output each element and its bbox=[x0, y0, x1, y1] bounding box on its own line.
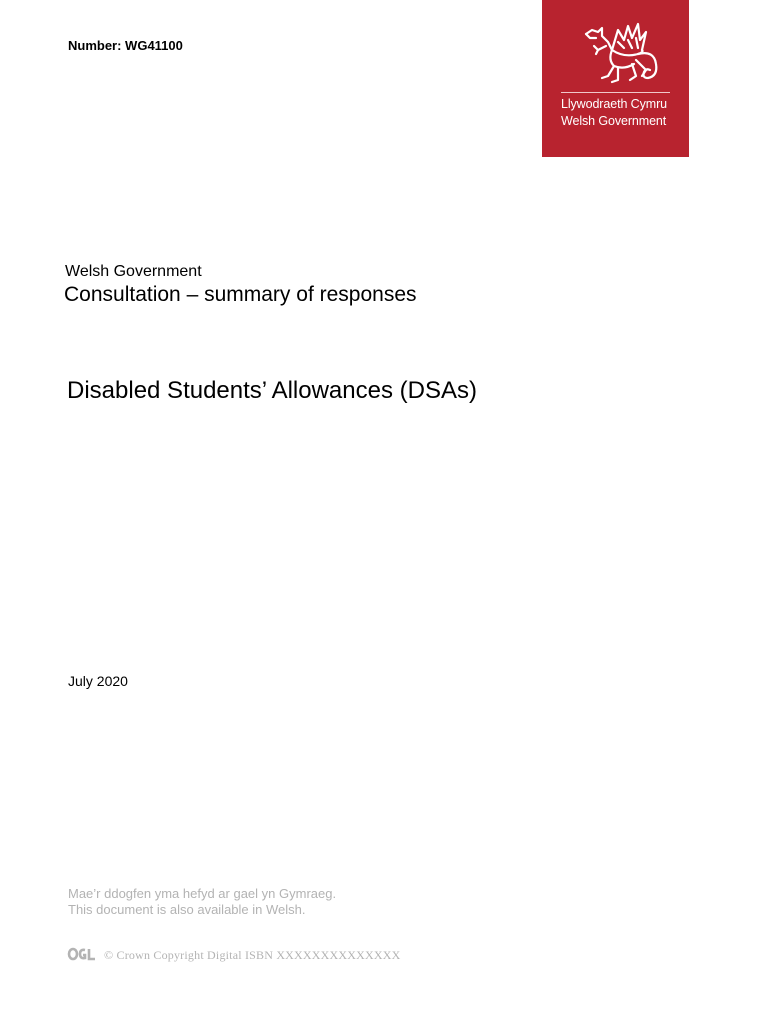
document-title: Disabled Students’ Allowances (DSAs) bbox=[67, 377, 477, 404]
copyright-text: © Crown Copyright Digital ISBN XXXXXXXXXXXXXX bbox=[104, 948, 401, 962]
document-type: Consultation – summary of responses bbox=[64, 283, 417, 306]
ogl-logo-icon bbox=[67, 946, 97, 962]
logo-divider bbox=[561, 92, 670, 93]
welsh-government-logo bbox=[542, 0, 689, 157]
logo-text-english: Welsh Government bbox=[561, 114, 667, 128]
organisation-name: Welsh Government bbox=[65, 263, 202, 280]
logo-text-welsh: Llywodraeth Cymru bbox=[561, 97, 667, 111]
publication-date: July 2020 bbox=[68, 673, 128, 689]
document-number: Number: WG41100 bbox=[68, 38, 183, 53]
welsh-dragon-icon bbox=[572, 20, 664, 88]
language-note-english: This document is also available in Welsh. bbox=[68, 902, 306, 917]
language-note-welsh: Mae’r ddogfen yma hefyd ar gael yn Gymraeg. bbox=[68, 886, 337, 901]
